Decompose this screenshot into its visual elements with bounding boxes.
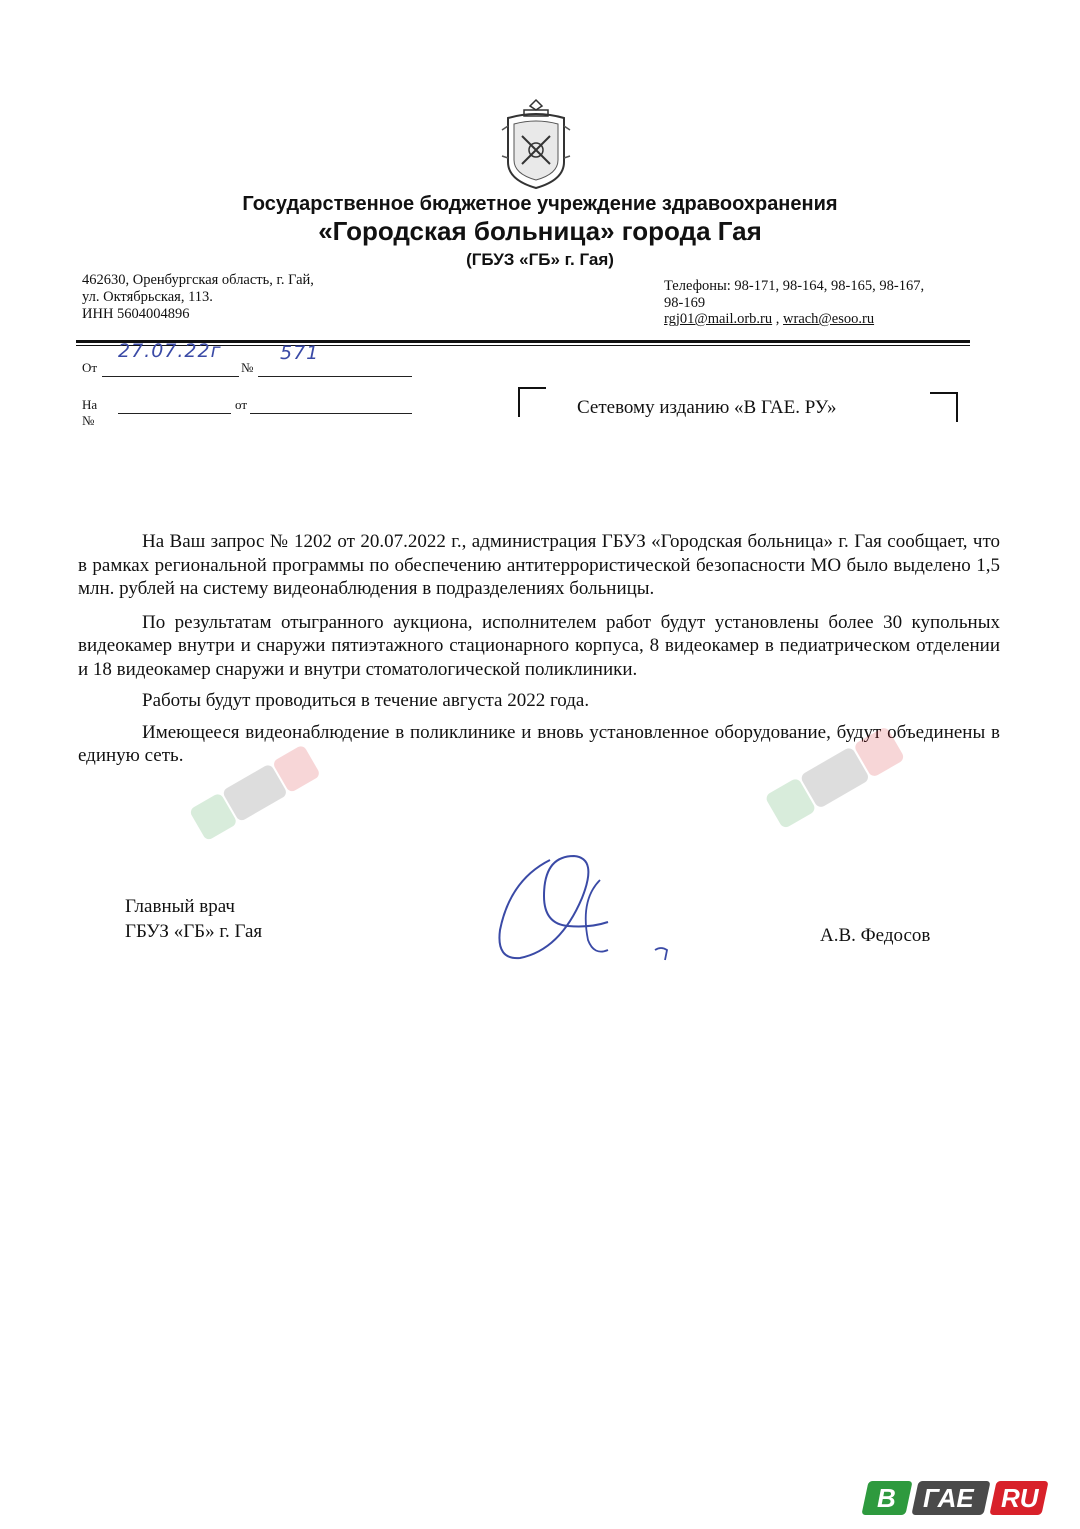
contacts-block <box>664 278 964 328</box>
email-link[interactable]: wrach@esoo.ru <box>783 311 875 327</box>
coat-of-arms-icon <box>500 96 572 192</box>
address-line: 462630, Оренбургская область, г. Гай, <box>82 272 314 288</box>
number-label: № <box>241 360 254 375</box>
addressee: Сетевому изданию «В ГАЕ. РУ» <box>577 397 837 418</box>
position-line: Главный врач <box>125 896 235 917</box>
ref-from-label: от <box>235 397 248 412</box>
institution-type: Государственное бюджетное учреждение здравоохранения <box>242 193 838 215</box>
handwritten-date: 27.07.22г <box>118 340 222 362</box>
ref-date-line <box>250 399 412 414</box>
email-separator: , <box>775 311 780 327</box>
position-line: ГБУЗ «ГБ» г. Гая <box>125 921 263 942</box>
phones-line: Телефоны: 98-171, 98-164, 98-165, 98-167, <box>664 278 925 294</box>
signatory-position <box>125 894 262 944</box>
emails-line <box>664 311 964 328</box>
logo-word: ГАЕ <box>923 1483 974 1513</box>
body-paragraph: По результатам отыгранного аукциона, исполнителем работ будут установлены более 30 купольных видеокамер внутри и снаружи пятиэтажного стационарного корпуса, 8 видеокамер в педиатрическом отделении и 18 видеокамер снаружи и внутри стоматологической поликлиники. <box>78 611 1000 680</box>
body-paragraph: На Ваш запрос № 1202 от 20.07.2022 г., администрация ГБУЗ «Городская больница» г. Гая сообщает, что в рамках региональной программы по обеспечению антитеррористической безопасности МО было выделено 1,5 млн. рублей на систему видеонаблюдения в подразделениях больницы. <box>78 531 1000 599</box>
email-link[interactable]: rgj01@mail.orb.ru <box>664 311 773 327</box>
number-field-line <box>258 362 412 377</box>
ref-number-line <box>118 399 231 414</box>
body-paragraph: Имеющееся видеонаблюдение в поликлинике и вновь установленное оборудование, будут объединены в единую сеть. <box>78 721 1000 766</box>
addressee-corner-left <box>518 387 546 417</box>
date-field-line <box>102 362 239 377</box>
logo-letter: В <box>877 1483 896 1513</box>
watermark-logo <box>755 720 915 840</box>
institution-name: «Городская больница» города Гая <box>318 216 762 246</box>
phones-line: 98-169 <box>664 294 706 311</box>
institution-abbrev: (ГБУЗ «ГБ» г. Гая) <box>466 250 614 269</box>
address-line: ул. Октябрьская, 113. <box>82 289 213 305</box>
site-logo <box>865 1479 1045 1519</box>
watermark-logo <box>180 740 330 850</box>
ref-label: На № <box>82 397 98 428</box>
handwritten-number: 571 <box>280 342 320 364</box>
handwritten-signature <box>490 840 680 965</box>
from-label: От <box>82 360 98 375</box>
body-paragraph: Работы будут проводиться в течение августа 2022 года. <box>142 690 590 711</box>
postal-address <box>82 272 314 323</box>
logo-domain: RU <box>1001 1483 1039 1513</box>
addressee-corner-right <box>930 392 958 422</box>
signatory-name: А.В. Федосов <box>820 925 931 946</box>
inn-line: ИНН 5604004896 <box>82 306 190 322</box>
